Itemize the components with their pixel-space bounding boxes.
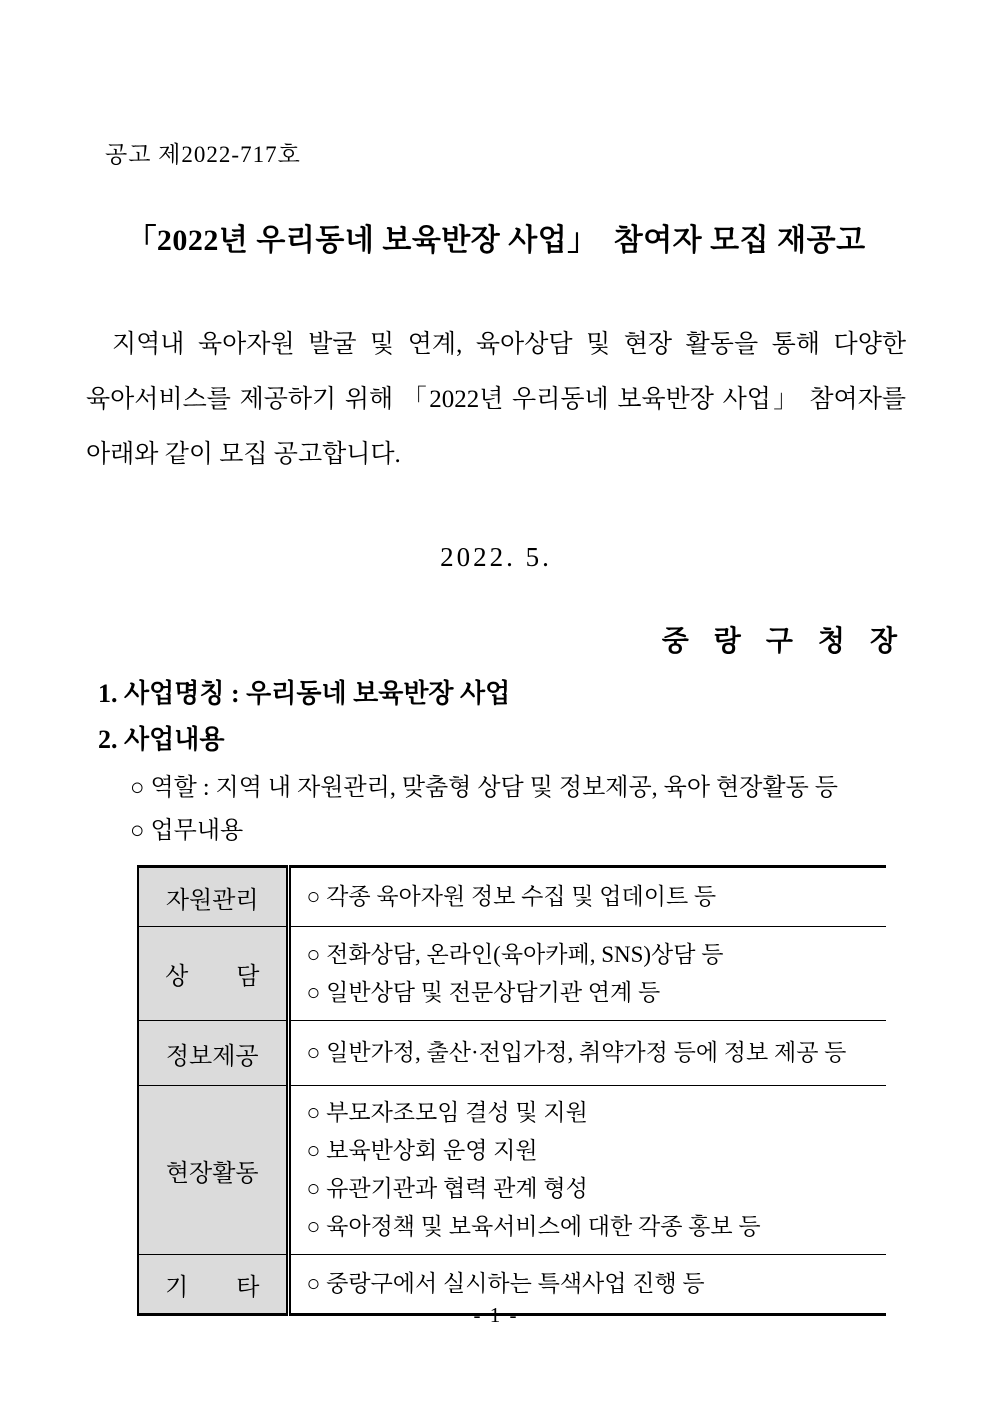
cell-line: ○ 일반상담 및 전문상담기관 연계 등 xyxy=(306,979,661,1005)
intro-line-1: 지역내 육아자원 발굴 및 연계, 육아상담 및 현장 활동을 통해 다양한 xyxy=(112,331,906,358)
table-row xyxy=(138,1086,886,1255)
cell-line: ○ 일반가정, 출산·전입가정, 취약가정 등에 정보 제공 등 xyxy=(306,1040,847,1065)
row-content-field xyxy=(288,1086,886,1255)
table-row xyxy=(138,867,886,927)
row-header-counsel: 상 담 xyxy=(138,927,288,1021)
page-number: - 1 - xyxy=(473,1303,519,1327)
cell-line: ○ 부모자조모임 결성 및 지원 xyxy=(306,1100,588,1125)
bullet-role: ○ 역할 : 지역 내 자원관리, 맞춤형 상담 및 정보제공, 육아 현장활동 등 xyxy=(130,775,838,801)
cell-line: ○ 보육반상회 운영 지원 xyxy=(306,1138,538,1163)
row-header-etc: 기 타 xyxy=(138,1255,288,1315)
section-item-1: 1. 사업명칭 : 우리동네 보육반장 사업 xyxy=(98,679,511,708)
cell-line: ○ 전화상담, 온라인(육아카페, SNS)상담 등 xyxy=(306,941,724,967)
row-content-info xyxy=(288,1021,886,1086)
row-header-resource: 자원관리 xyxy=(138,867,288,927)
cell-line: ○ 유관기관과 협력 관계 형성 xyxy=(306,1176,588,1201)
cell-line: ○ 중랑구에서 실시하는 특색사업 진행 등 xyxy=(306,1271,705,1296)
row-content-resource xyxy=(288,867,886,927)
bullet-tasks: ○ 업무내용 xyxy=(130,818,244,844)
notice-date: 2022. 5. xyxy=(440,542,552,572)
intro-paragraph xyxy=(86,317,906,482)
row-content-counsel xyxy=(288,927,886,1021)
section-item-2: 2. 사업내용 xyxy=(98,725,225,754)
intro-line-2: 육아서비스를 제공하기 위해 「2022년 우리동네 보육반장 사업」 참여자를 xyxy=(86,386,906,413)
table-row xyxy=(138,927,886,1021)
doc-number: 공고 제2022-717호 xyxy=(105,142,301,167)
table-row xyxy=(138,1021,886,1086)
page-title: 「2022년 우리동네 보육반장 사업」 참여자 모집 재공고 xyxy=(126,224,866,257)
intro-line-3: 아래와 같이 모집 공고합니다. xyxy=(86,441,401,468)
row-header-info: 정보제공 xyxy=(138,1021,288,1086)
section-list xyxy=(98,671,992,763)
cell-line: ○ 각종 육아자원 정보 수집 및 업데이트 등 xyxy=(306,884,717,909)
signer-name: 중 랑 구 청 장 xyxy=(661,626,906,657)
row-header-field: 현장활동 xyxy=(138,1086,288,1255)
task-table xyxy=(137,865,886,1316)
bullet-list xyxy=(130,767,992,853)
cell-line: ○ 육아정책 및 보육서비스에 대한 각종 홍보 등 xyxy=(306,1214,761,1239)
